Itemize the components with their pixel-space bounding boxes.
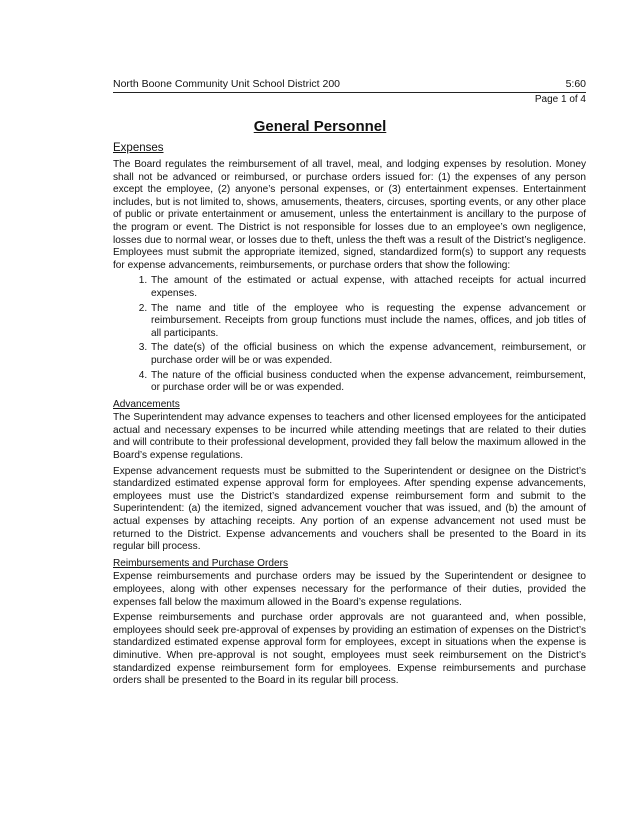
page-title: General Personnel [253, 118, 387, 135]
district-name: North Boone Community Unit School District 200 [113, 78, 341, 90]
list-item: 2. The name and title of the employee who is requesting the expense advancement or reimbursement. Receipts from group functions must include the names, offices, and job titles of all participants. [150, 303, 586, 341]
advancements-paragraph: The Superintendent may advance expenses to teachers and other licensed employees for the anticipated actual and necessary expenses to be incurred while attending meetings that are related to their duties and will contribute to their professional development, provided they fall below the maximum allowed in the Board’s expense regulations. [113, 412, 586, 462]
expense-requirements-list [113, 275, 586, 394]
policy-body [113, 141, 586, 691]
reimbursements-paragraph: Expense reimbursements and purchase order approvals are not guaranteed and, when possible, employees should seek pre-approval of expenses by providing an estimation of expenses on the District’s standardized estimated expense approval form for employees, except in situations when the expense is diminutive. When pre-approval is not sought, employees must seek reimbursement on the District’s standardized expense reimbursement form for employees. Expense reimbursements and purchase orders shall be presented to the Board in its regular bill process. [113, 612, 586, 687]
section-heading-reimbursements: Reimbursements and Purchase Orders [113, 557, 289, 569]
advancements-paragraph: Expense advancement requests must be submitted to the Superintendent or designee on the District’s standardized estimated expense approval form for employees. After spending expense advancements, employees must use the District’s standardized expense reimbursement form and submit to the Superintendent: (a) the itemized, signed advancement voucher that was issued, and (b) the amount of actual expenses by attaching receipts. Any portion of an expense advancement not used must be returned to the District. Expense advancements and vouchers shall be presented to the Board in its regular bill process. [113, 465, 586, 553]
page-header [113, 78, 586, 93]
page-number: Page 1 of 4 [534, 94, 586, 105]
reimbursements-paragraph: Expense reimbursements and purchase orders may be issued by the Superintendent or designee to employees, along with other expenses necessary for the performance of their duties, provided the expenses fall below the maximum allowed in the Board’s expense regulations. [113, 571, 586, 608]
expenses-paragraph: The Board regulates the reimbursement of all travel, meal, and lodging expenses by resolution. Money shall not be advanced or reimbursed, or purchase orders issued for: (1) the expenses of any person except the employee, (2) anyone’s personal expenses, or (3) entertainment expenses. Entertainment includes, but is not limited to, shows, amusements, theaters, circuses, sporting events, or any other place of public or private entertainment or amusement, unless the entertainment is ancillary to the purpose of the program or event. The District is not responsible for losses due to an employee’s own negligence, losses due to normal wear, or losses due to theft, unless the theft was a result of the District’s negligence. Employees must submit the appropriate itemized, signed, standardized form(s) to support any requests for expense advancements, reimbursements, or purchase orders that show the following: [113, 159, 586, 271]
list-item: 4. The nature of the official business conducted when the expense advancement, reimbursement, or purchase order will be or was expended. [150, 370, 586, 395]
section-heading-expenses: Expenses [113, 142, 164, 154]
policy-code: 5:60 [565, 78, 586, 90]
section-heading-advancements: Advancements [113, 398, 180, 410]
list-item: 3. The date(s) of the official business on which the expense advancement, reimbursement, or purchase order will be or was expended. [150, 342, 586, 367]
list-item: 1. The amount of the estimated or actual expense, with attached receipts for actual incurred expenses. [150, 275, 586, 300]
